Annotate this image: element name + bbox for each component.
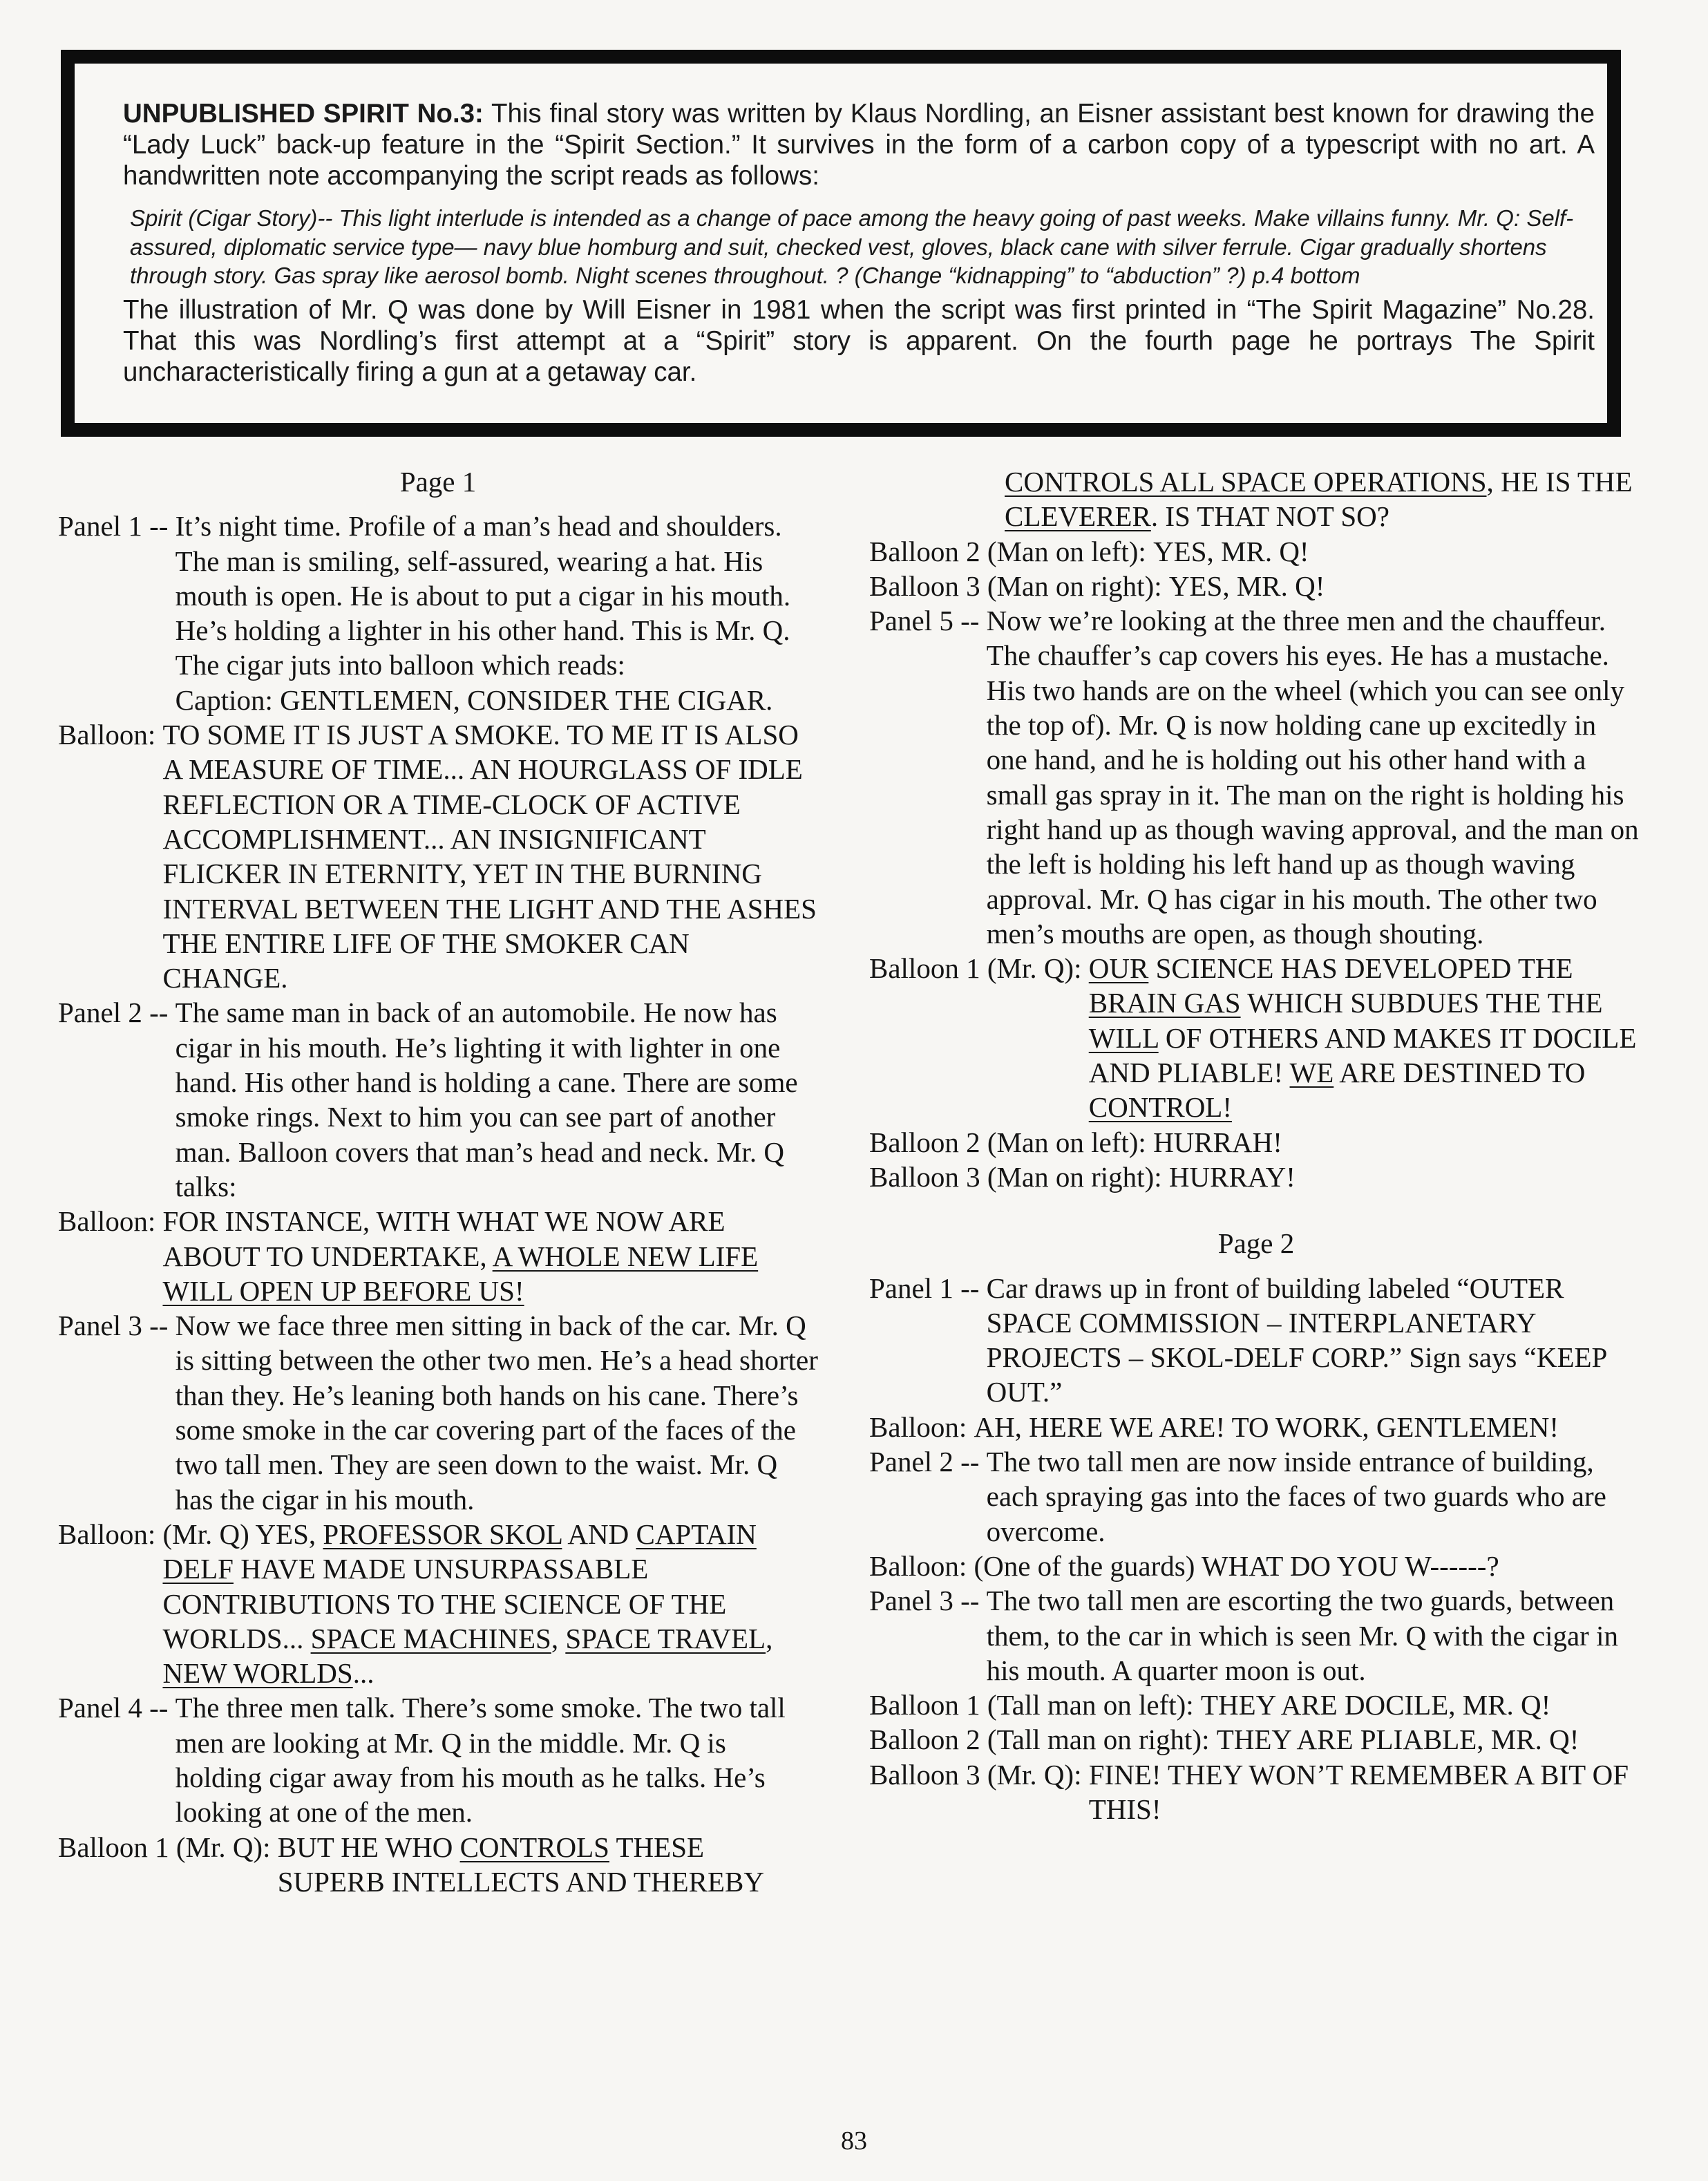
handwritten-note: Spirit (Cigar Story)-- This light interlude is intended as a change of pace among the heavy going of past weeks. Make villains funny. Mr. Q: Self-assured, diplomatic service type— navy blue homburg and suit, checked vest, gloves, black cane with silver ferrule. Cigar gradually shortens through story. Gas spray like aerosol bomb. Night scenes throughout. ? (Change “kidnapping” to “abduction” ?) p.4 bottom	[130, 205, 1574, 288]
script-entry	[869, 603, 1643, 951]
entry-label: Balloon 1 (Mr. Q):	[58, 1831, 278, 1863]
entry-text: THESE SUPERB INTELLECTS AND THEREBY	[277, 1831, 764, 1898]
underlined-text: WE	[1289, 1057, 1334, 1089]
entry-text: HAVE MADE UNSURPASSABLE CONTRIBUTIONS TO THE SCIENCE OF THE WORLDS...	[162, 1553, 727, 1654]
entry-text: YES, MR. Q!	[1153, 535, 1309, 567]
script-entry	[869, 1444, 1643, 1549]
underlined-text: CAPTAIN DELF	[162, 1518, 757, 1585]
entry-label: Panel 5 --	[869, 605, 987, 637]
underlined-text: CLEVERER	[1005, 500, 1151, 533]
script-entry	[58, 1308, 818, 1517]
script-entry	[869, 1160, 1643, 1194]
entry-text: ,	[766, 1622, 773, 1654]
entry-text: YES, MR. Q!	[1168, 569, 1325, 602]
intro-paragraph-2: The illustration of Mr. Q was done by Will Eisner in 1981 when the script was first printed in “The Spirit Magazine” No.28. That this was Nordling’s first attempt at a “Spirit” story is apparent. On the fourth page he portrays The Spirit uncharacteristically firing a gun at a getaway car.	[123, 294, 1595, 387]
script-entry	[869, 1410, 1643, 1444]
entry-label: Balloon 3 (Mr. Q):	[869, 1758, 1089, 1791]
entry-text: ...	[352, 1657, 374, 1690]
entry-text: Car draws up in front of building labeled “OUTER SPACE COMMISSION – INTERPLANETARY PROJECTS – SKOL-DELF CORP.” Sign says “KEEP OUT.”	[986, 1272, 1606, 1408]
entry-text: (Mr. Q) YES,	[162, 1518, 323, 1550]
entry-label: Balloon:	[58, 1205, 163, 1238]
script-entry	[58, 1517, 818, 1690]
script-entry	[869, 1722, 1643, 1757]
intro-box	[61, 50, 1621, 437]
entry-label: Panel 4 --	[58, 1692, 175, 1724]
entry-label: Balloon 2 (Tall man on right):	[869, 1724, 1217, 1756]
entry-label: Balloon 1 (Tall man on left):	[869, 1689, 1201, 1721]
entry-text: BUT HE WHO	[277, 1831, 460, 1863]
entry-text: SCIENCE HAS DEVELOPED THE	[1148, 952, 1573, 985]
entry-label: Panel 2 --	[58, 997, 175, 1029]
entry-text: The two tall men are now inside entrance of building, each spraying gas into the faces of two guards who are overcome.	[986, 1446, 1606, 1547]
entry-label: Balloon 1 (Mr. Q):	[869, 952, 1089, 985]
underlined-text: BRAIN GAS	[1088, 987, 1241, 1019]
underlined-text: CONTROLS	[459, 1831, 609, 1863]
entry-label: Balloon 3 (Man on right):	[869, 569, 1169, 602]
underlined-text: SPACE TRAVEL	[565, 1622, 766, 1654]
entry-text: WHICH SUBDUES THE THE	[1240, 987, 1603, 1019]
script-entry	[58, 1830, 818, 1900]
entry-label: Panel 3 --	[869, 1585, 987, 1617]
script-entry	[58, 1690, 818, 1829]
entry-label: Balloon 2 (Man on left):	[869, 535, 1154, 567]
entry-label: Balloon:	[58, 1518, 163, 1550]
script-entry	[58, 995, 818, 1204]
script-entry	[869, 1125, 1643, 1160]
entry-label: Panel 1 --	[58, 510, 175, 542]
entry-text: FINE! THEY WON’T REMEMBER A BIT OF THIS!	[1088, 1758, 1629, 1825]
entry-text: HURRAH!	[1153, 1126, 1282, 1158]
entry-text: Now we’re looking at the three men and the chauffeur. The chauffer’s cap covers his eyes. He has a mustache. His two hands are on the wheel (which you can see only the top of). Mr. Q is now holding cane up excitedly in one hand, and he is holding out his other hand with a small gas spray in it. The man on the right is holding his right hand up as though waving approval, and the man on the left is holding his left hand up as though waving approval. Mr. Q has cigar in his mouth. The other two men’s mouths are open, as though shouting.	[986, 605, 1639, 950]
entry-text: It’s night time. Profile of a man’s head and shoulders. The man is smiling, self-assured, wearing a hat. His mouth is open. He is about to put a cigar in his mouth. He’s holding a lighter in his other hand. This is Mr. Q. The cigar juts into balloon which reads:	[175, 510, 791, 681]
entry-text: ,	[551, 1622, 566, 1654]
entry-text: TO SOME IT IS JUST A SMOKE. TO ME IT IS ALSO A MEASURE OF TIME... AN HOURGLASS OF IDLE REFLECTION OR A TIME-CLOCK OF ACTIVE ACCOMPLISHMENT... AN INSIGNIFICANT FLICKER IN ETERNITY, YET IN THE BURNING INTERVAL BETWEEN THE LIGHT AND THE ASHES THE ENTIRE LIFE OF THE SMOKER CAN CHANGE.	[162, 719, 817, 994]
entry-text: The three men talk. There’s some smoke. The two tall men are looking at Mr. Q in the middle. Mr. Q is holding cigar away from his mouth as he talks. He’s looking at one of the men.	[175, 1692, 786, 1829]
entry-label: Panel 3 --	[58, 1310, 175, 1342]
underlined-text: CONTROL!	[1088, 1091, 1232, 1124]
script-entry	[869, 951, 1643, 1124]
entry-text: The two tall men are escorting the two guards, between them, to the car in which is seen Mr. Q with the cigar in his mouth. A quarter moon is out.	[986, 1585, 1618, 1686]
underlined-text: WILL	[1088, 1021, 1159, 1054]
entry-text: . IS THAT NOT SO?	[1150, 500, 1389, 533]
intro-heading: UNPUBLISHED SPIRIT No.3:	[123, 99, 484, 129]
script-entry	[869, 534, 1643, 569]
underlined-text: OUR	[1088, 952, 1149, 985]
entry-label: Balloon 3 (Man on right):	[869, 1160, 1169, 1193]
script-entry	[869, 1688, 1643, 1722]
underlined-text: CONTROLS ALL SPACE OPERATIONS	[1005, 466, 1487, 498]
entry-label: Balloon 2 (Man on left):	[869, 1126, 1154, 1158]
entry-text: Now we face three men sitting in back of the car. Mr. Q is sitting between the other two men. He’s a head shorter than they. He’s leaning both hands on his cane. There’s some smoke in the car covering part of the faces of the two tall men. They are seen down to the waist. Mr. Q has the cigar in his mouth.	[175, 1310, 818, 1516]
right-column	[869, 464, 1643, 1826]
underlined-text: NEW WORLDS	[162, 1657, 353, 1690]
entry-label: Panel 2 --	[869, 1446, 987, 1478]
entry-text: THEY ARE DOCILE, MR. Q!	[1200, 1689, 1551, 1721]
entry-text: The same man in back of an automobile. He now has cigar in his mouth. He’s lighting it with lighter in one hand. His other hand is holding a cane. There are some smoke rings. Next to him you can see part of another man. Balloon covers that man’s head and neck. Mr. Q talks:	[175, 997, 798, 1202]
entry-text: OF OTHERS AND MAKES IT DOCILE AND PLIABLE!	[1088, 1021, 1637, 1089]
entry-text: , HE IS THE	[1486, 466, 1633, 498]
underlined-text: PROFESSOR SKOL	[323, 1518, 562, 1550]
entry-text: AND	[562, 1518, 636, 1550]
left-column	[58, 464, 818, 1899]
entry-text: ARE DESTINED TO	[1334, 1057, 1586, 1089]
underlined-text: A WHOLE NEW LIFE WILL OPEN UP BEFORE US!	[162, 1240, 759, 1307]
caption-text: Caption: GENTLEMEN, CONSIDER THE CIGAR.	[175, 683, 773, 716]
script-entry	[58, 1204, 818, 1308]
page-1-heading: Page 1	[399, 466, 477, 498]
script-entry	[58, 509, 818, 717]
intro-paragraph	[123, 98, 1595, 191]
underlined-text: SPACE MACHINES	[310, 1622, 551, 1654]
script-entry	[869, 1757, 1643, 1827]
script-entry	[869, 1271, 1643, 1410]
entry-label: Balloon:	[869, 1549, 974, 1582]
entry-text: THEY ARE PLIABLE, MR. Q!	[1216, 1724, 1579, 1756]
script-entry	[869, 569, 1643, 603]
entry-text: (One of the guards) WHAT DO YOU W------?	[974, 1549, 1499, 1582]
script-entry	[869, 1583, 1643, 1688]
intro-text: This final story was written by Klaus Nordling, an Eisner assistant best known for drawing the “Lady Luck” back-up feature in the “Spirit Section.” It survives in the form of a carbon copy of a typescript with no art. A handwritten note accompanying the script reads as follows:	[123, 99, 1595, 191]
entry-text: FOR INSTANCE, WITH WHAT WE NOW ARE ABOUT TO UNDERTAKE,	[162, 1205, 725, 1272]
entry-text: HURRAY!	[1168, 1160, 1296, 1193]
script-entry	[869, 1549, 1643, 1583]
page-2-heading: Page 2	[1217, 1227, 1295, 1260]
entry-label: Balloon:	[869, 1410, 974, 1443]
entry-label: Balloon:	[58, 719, 163, 751]
entry-label: Panel 1 --	[869, 1272, 987, 1304]
continued-balloon	[869, 464, 1643, 534]
page-number: 83	[841, 2126, 867, 2155]
script-entry	[58, 717, 818, 995]
entry-text: AH, HERE WE ARE! TO WORK, GENTLEMEN!	[974, 1410, 1559, 1443]
